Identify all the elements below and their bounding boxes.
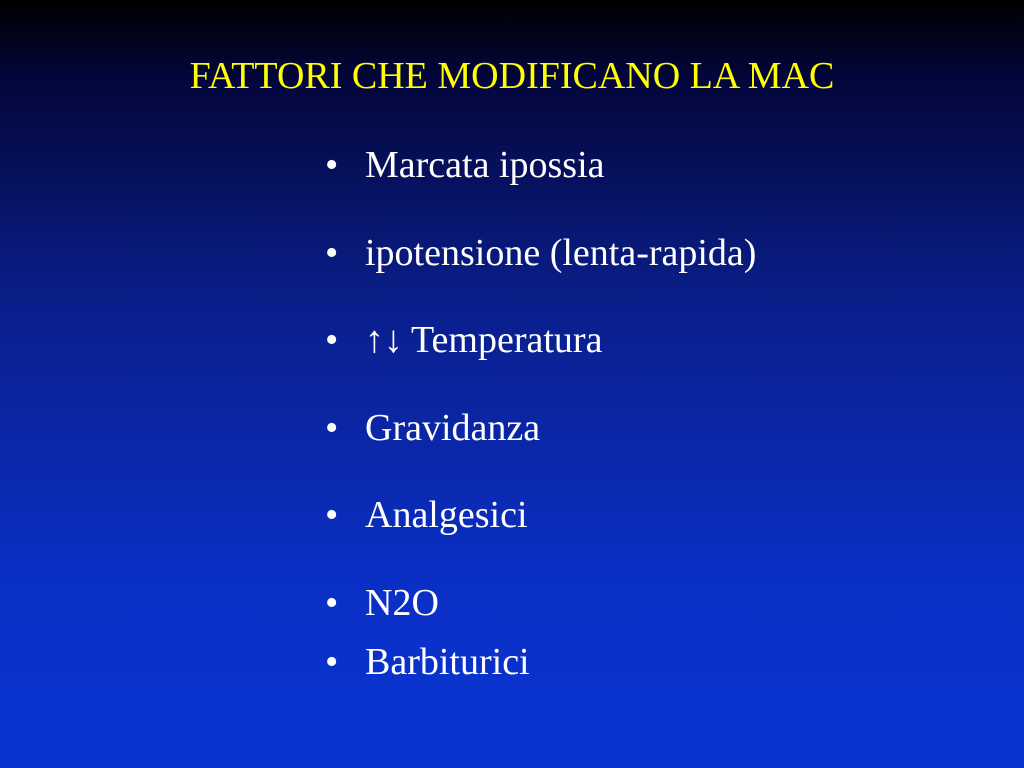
bullet-marker: • bbox=[325, 232, 339, 274]
bullet-text bbox=[365, 316, 602, 364]
bullet-marker: • bbox=[325, 407, 339, 449]
bullet-marker: • bbox=[325, 319, 339, 361]
bullet-text-label: Temperatura bbox=[411, 319, 603, 361]
bullet-text: Barbiturici bbox=[365, 641, 530, 683]
bullet-text: Analgesici bbox=[365, 494, 528, 536]
slide-title: FATTORI CHE MODIFICANO LA MAC bbox=[189, 55, 835, 97]
up-down-arrows-icon: ↑↓ bbox=[365, 319, 403, 361]
bullet-text: ipotensione (lenta-rapida) bbox=[365, 232, 757, 274]
bullet-text: Marcata ipossia bbox=[365, 144, 605, 186]
bullet-text: Gravidanza bbox=[365, 407, 541, 449]
bullet-text: N2O bbox=[365, 582, 439, 624]
bullet-marker: • bbox=[325, 494, 339, 536]
bullet-marker: • bbox=[325, 582, 339, 624]
bullet-marker: • bbox=[325, 144, 339, 186]
bullet-marker: • bbox=[325, 641, 339, 683]
